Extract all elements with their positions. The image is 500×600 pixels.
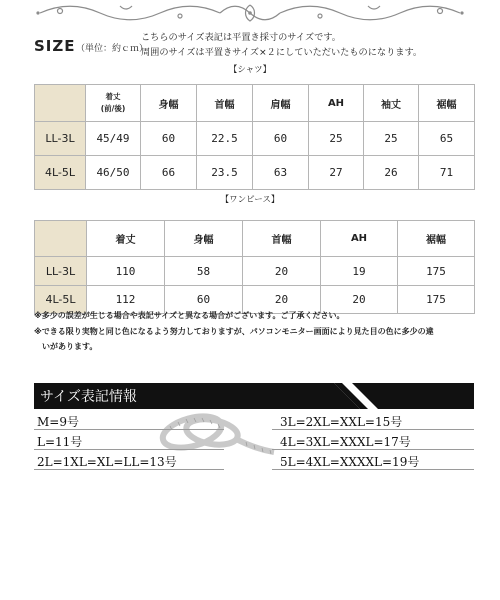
size-equivalence-left: M=9号 <box>37 415 79 429</box>
size-equivalence-left: 2L=1XL=XL=LL=13号 <box>37 455 177 469</box>
shirt-header-sleeve: 袖丈 <box>364 85 419 122</box>
table-cell: 110 <box>87 257 165 286</box>
table-cell: 20 <box>243 286 321 314</box>
shirt-header-row <box>35 85 475 122</box>
size-info-title: サイズ表記情報 <box>40 389 137 405</box>
table-row <box>35 122 475 156</box>
table-row <box>35 156 475 190</box>
table-cell: 45/49 <box>86 122 141 156</box>
shirt-header-hem: 裾幅 <box>419 85 475 122</box>
onepiece-header-neck: 首幅 <box>243 221 321 257</box>
table-cell: 22.5 <box>197 122 253 156</box>
row-size-label: 4L-5L <box>35 156 86 190</box>
table-cell: 46/50 <box>86 156 141 190</box>
table-cell: 58 <box>165 257 243 286</box>
shirt-header-neck: 首幅 <box>197 85 253 122</box>
onepiece-corner-cell <box>35 221 87 257</box>
row-size-label: LL-3L <box>35 122 86 156</box>
size-title: SIZE <box>34 37 76 55</box>
onepiece-header-hem: 裾幅 <box>398 221 475 257</box>
table-cell: 65 <box>419 122 475 156</box>
onepiece-size-table <box>34 220 475 314</box>
onepiece-header-ah: AH <box>321 221 398 257</box>
shirt-header-chest: 身幅 <box>141 85 197 122</box>
size-equivalence-right: 3L=2XL=XXL=15号 <box>280 415 403 429</box>
table-cell: 19 <box>321 257 398 286</box>
onepiece-section-label: 【ワンピース】 <box>220 195 280 205</box>
size-unit-label: （単位：約ｃｍ） <box>76 44 149 54</box>
size-note-flat: こちらのサイズ表記は平置き採寸のサイズです。 <box>141 32 341 43</box>
table-cell: 66 <box>141 156 197 190</box>
onepiece-header-row <box>35 221 475 257</box>
table-cell: 71 <box>419 156 475 190</box>
shirt-header-shoulder: 肩幅 <box>253 85 309 122</box>
shirt-header-ah: AH <box>309 85 364 122</box>
onepiece-header-chest: 身幅 <box>165 221 243 257</box>
table-cell: 25 <box>364 122 419 156</box>
size-equivalence-right: 4L=3XL=XXXL=17号 <box>280 435 411 449</box>
table-cell: 26 <box>364 156 419 190</box>
table-cell: 25 <box>309 122 364 156</box>
size-notes <box>141 30 422 60</box>
shirt-length-header: 着丈 (前/後) <box>86 85 141 122</box>
size-equivalence-left: L=11号 <box>37 435 83 449</box>
decorative-scroll-ornament <box>0 0 500 26</box>
table-cell: 112 <box>87 286 165 314</box>
size-header <box>34 30 474 60</box>
shirt-size-table <box>34 84 475 190</box>
footnotes <box>34 308 474 355</box>
footnote-color-diff-cont: いがあります。 <box>34 342 98 351</box>
shirt-section-label: 【シャツ】 <box>228 65 272 75</box>
table-cell: 60 <box>141 122 197 156</box>
onepiece-header-length: 着丈 <box>87 221 165 257</box>
table-row <box>35 257 475 286</box>
table-cell: 175 <box>398 257 475 286</box>
table-cell: 27 <box>309 156 364 190</box>
table-cell: 60 <box>165 286 243 314</box>
table-cell: 60 <box>253 122 309 156</box>
shirt-corner-cell <box>35 85 86 122</box>
footnote-color-diff: ※できる限り実物と同じ色になるよう努力しておりますが、パソコンモニター画面により見た目の色に多少の違 <box>34 326 434 336</box>
table-cell: 175 <box>398 286 475 314</box>
table-cell: 63 <box>253 156 309 190</box>
size-note-circumference: 周囲のサイズは平置きサイズ×２にしていただいたものになります。 <box>141 47 423 58</box>
row-size-label: LL-3L <box>35 257 87 286</box>
footnote-error-margin: ※多少の誤差が生じる場合や表記サイズと異なる場合がございます。ご了承ください。 <box>34 311 345 320</box>
table-cell: 20 <box>321 286 398 314</box>
table-cell: 23.5 <box>197 156 253 190</box>
table-cell: 20 <box>243 257 321 286</box>
size-equivalence-right: 5L=4XL=XXXXL=19号 <box>280 455 420 469</box>
row-size-label: 4L-5L <box>35 286 87 314</box>
